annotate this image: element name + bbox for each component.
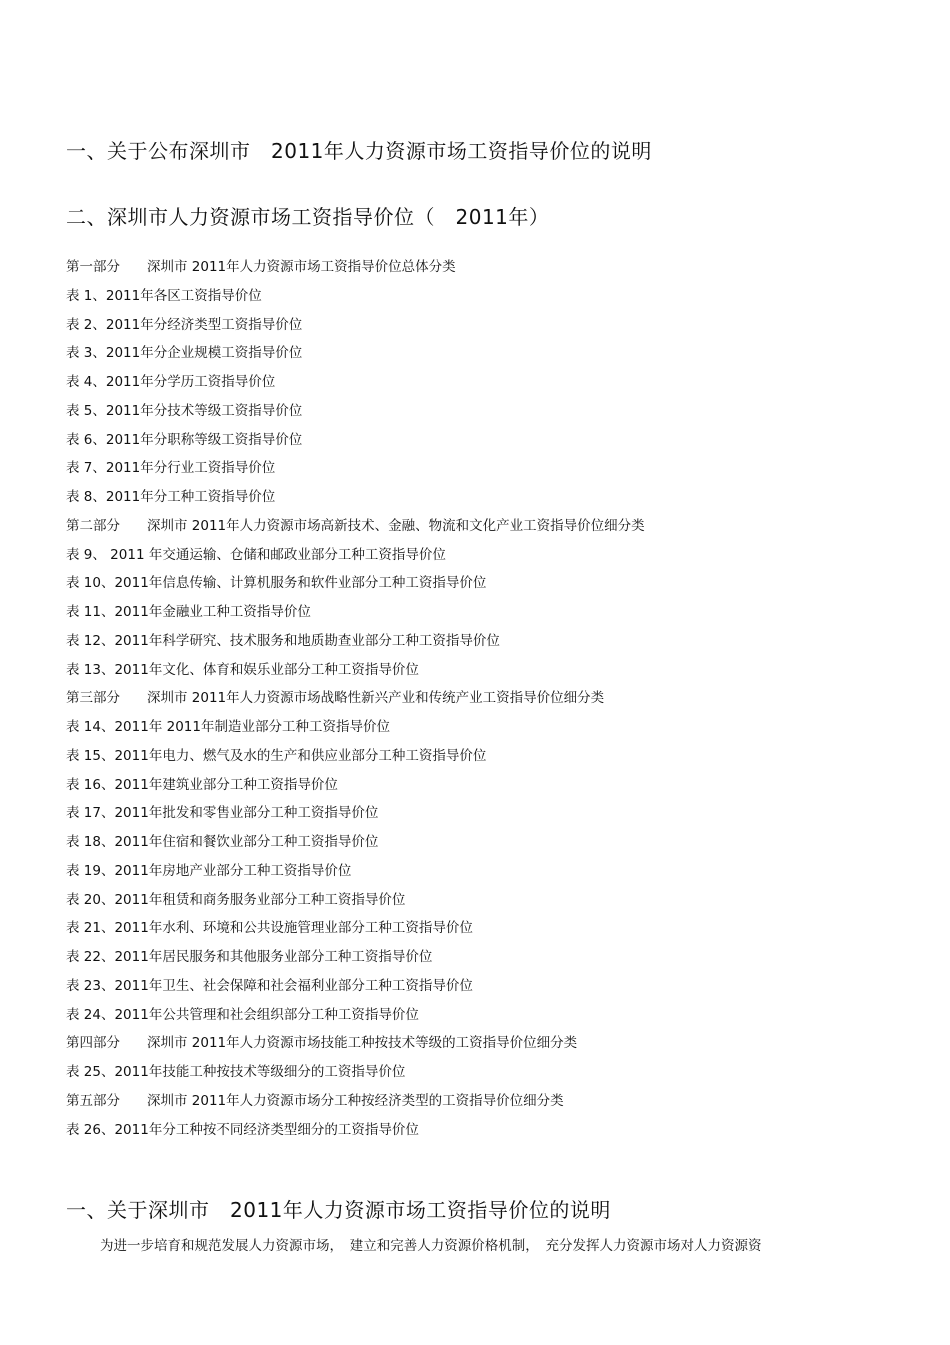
toc-item: 表 19、2011年房地产业部分工种工资指导价位 [66, 862, 352, 879]
toc-item: 表 13、2011年文化、体育和娱乐业部分工种工资指导价位 [66, 661, 419, 678]
toc-part-2: 第二部分 深圳市 2011年人力资源市场高新技术、金融、物流和文化产业工资指导价位细分类 [66, 517, 645, 534]
section-heading-announcement: 一、关于公布深圳市 2011年人力资源市场工资指导价位的说明 [66, 139, 652, 163]
toc-item: 表 18、2011年住宿和餐饮业部分工种工资指导价位 [66, 834, 379, 850]
toc-item: 表 17、2011年批发和零售业部分工种工资指导价位 [66, 805, 379, 822]
toc-item: 表 25、2011年技能工种按技术等级细分的工资指导价位 [66, 1064, 406, 1080]
section-heading-explanation: 一、关于深圳市 2011年人力资源市场工资指导价位的说明 [66, 1198, 611, 1222]
toc-item: 表 1、2011年各区工资指导价位 [66, 287, 262, 304]
toc-part-3: 第三部分 深圳市 2011年人力资源市场战略性新兴产业和传统产业工资指导价位细分类 [66, 690, 605, 707]
toc-item: 表 11、2011年金融业工种工资指导价位 [66, 604, 311, 620]
toc-part-4: 第四部分 深圳市 2011年人力资源市场技能工种按技术等级的工资指导价位细分类 [66, 1035, 578, 1052]
toc-item: 表 26、2011年分工种按不同经济类型细分的工资指导价位 [66, 1121, 419, 1138]
toc-part-1: 第一部分 深圳市 2011年人力资源市场工资指导价位总体分类 [66, 259, 456, 275]
body-paragraph: 为进一步培育和规范发展人力资源市场， 建立和完善人力资源价格机制， 充分发挥人力资源市场对人力资源资 [100, 1238, 762, 1254]
toc-item: 表 20、2011年租赁和商务服务业部分工种工资指导价位 [66, 891, 406, 908]
toc-part-5: 第五部分 深圳市 2011年人力资源市场分工种按经济类型的工资指导价位细分类 [66, 1092, 564, 1109]
table-of-contents [66, 256, 645, 1147]
toc-item: 表 21、2011年水利、环境和公共设施管理业部分工种工资指导价位 [66, 920, 473, 937]
toc-item: 表 16、2011年建筑业部分工种工资指导价位 [66, 776, 338, 793]
toc-item: 表 23、2011年卫生、社会保障和社会福利业部分工种工资指导价位 [66, 977, 473, 994]
section-heading-guide-prices: 二、深圳市人力资源市场工资指导价位（ 2011年） [66, 205, 550, 229]
toc-item: 表 3、2011年分企业规模工资指导价位 [66, 345, 303, 362]
toc-item: 表 4、2011年分学历工资指导价位 [66, 374, 276, 390]
toc-item: 表 15、2011年电力、燃气及水的生产和供应业部分工种工资指导价位 [66, 747, 487, 764]
toc-item: 表 22、2011年居民服务和其他服务业部分工种工资指导价位 [66, 949, 433, 965]
toc-item: 表 2、2011年分经济类型工资指导价位 [66, 316, 303, 333]
toc-item: 表 24、2011年公共管理和社会组织部分工种工资指导价位 [66, 1006, 419, 1023]
toc-item: 表 7、2011年分行业工资指导价位 [66, 460, 276, 477]
toc-item: 表 5、2011年分技术等级工资指导价位 [66, 402, 303, 419]
toc-item: 表 14、2011年 2011年制造业部分工种工资指导价位 [66, 719, 390, 735]
toc-item: 表 10、2011年信息传输、计算机服务和软件业部分工种工资指导价位 [66, 575, 487, 592]
toc-item: 表 9、 2011 年交通运输、仓储和邮政业部分工种工资指导价位 [66, 546, 446, 563]
toc-item: 表 6、2011年分职称等级工资指导价位 [66, 431, 303, 448]
toc-item: 表 8、2011年分工种工资指导价位 [66, 489, 276, 505]
toc-item: 表 12、2011年科学研究、技术服务和地质勘查业部分工种工资指导价位 [66, 632, 500, 649]
